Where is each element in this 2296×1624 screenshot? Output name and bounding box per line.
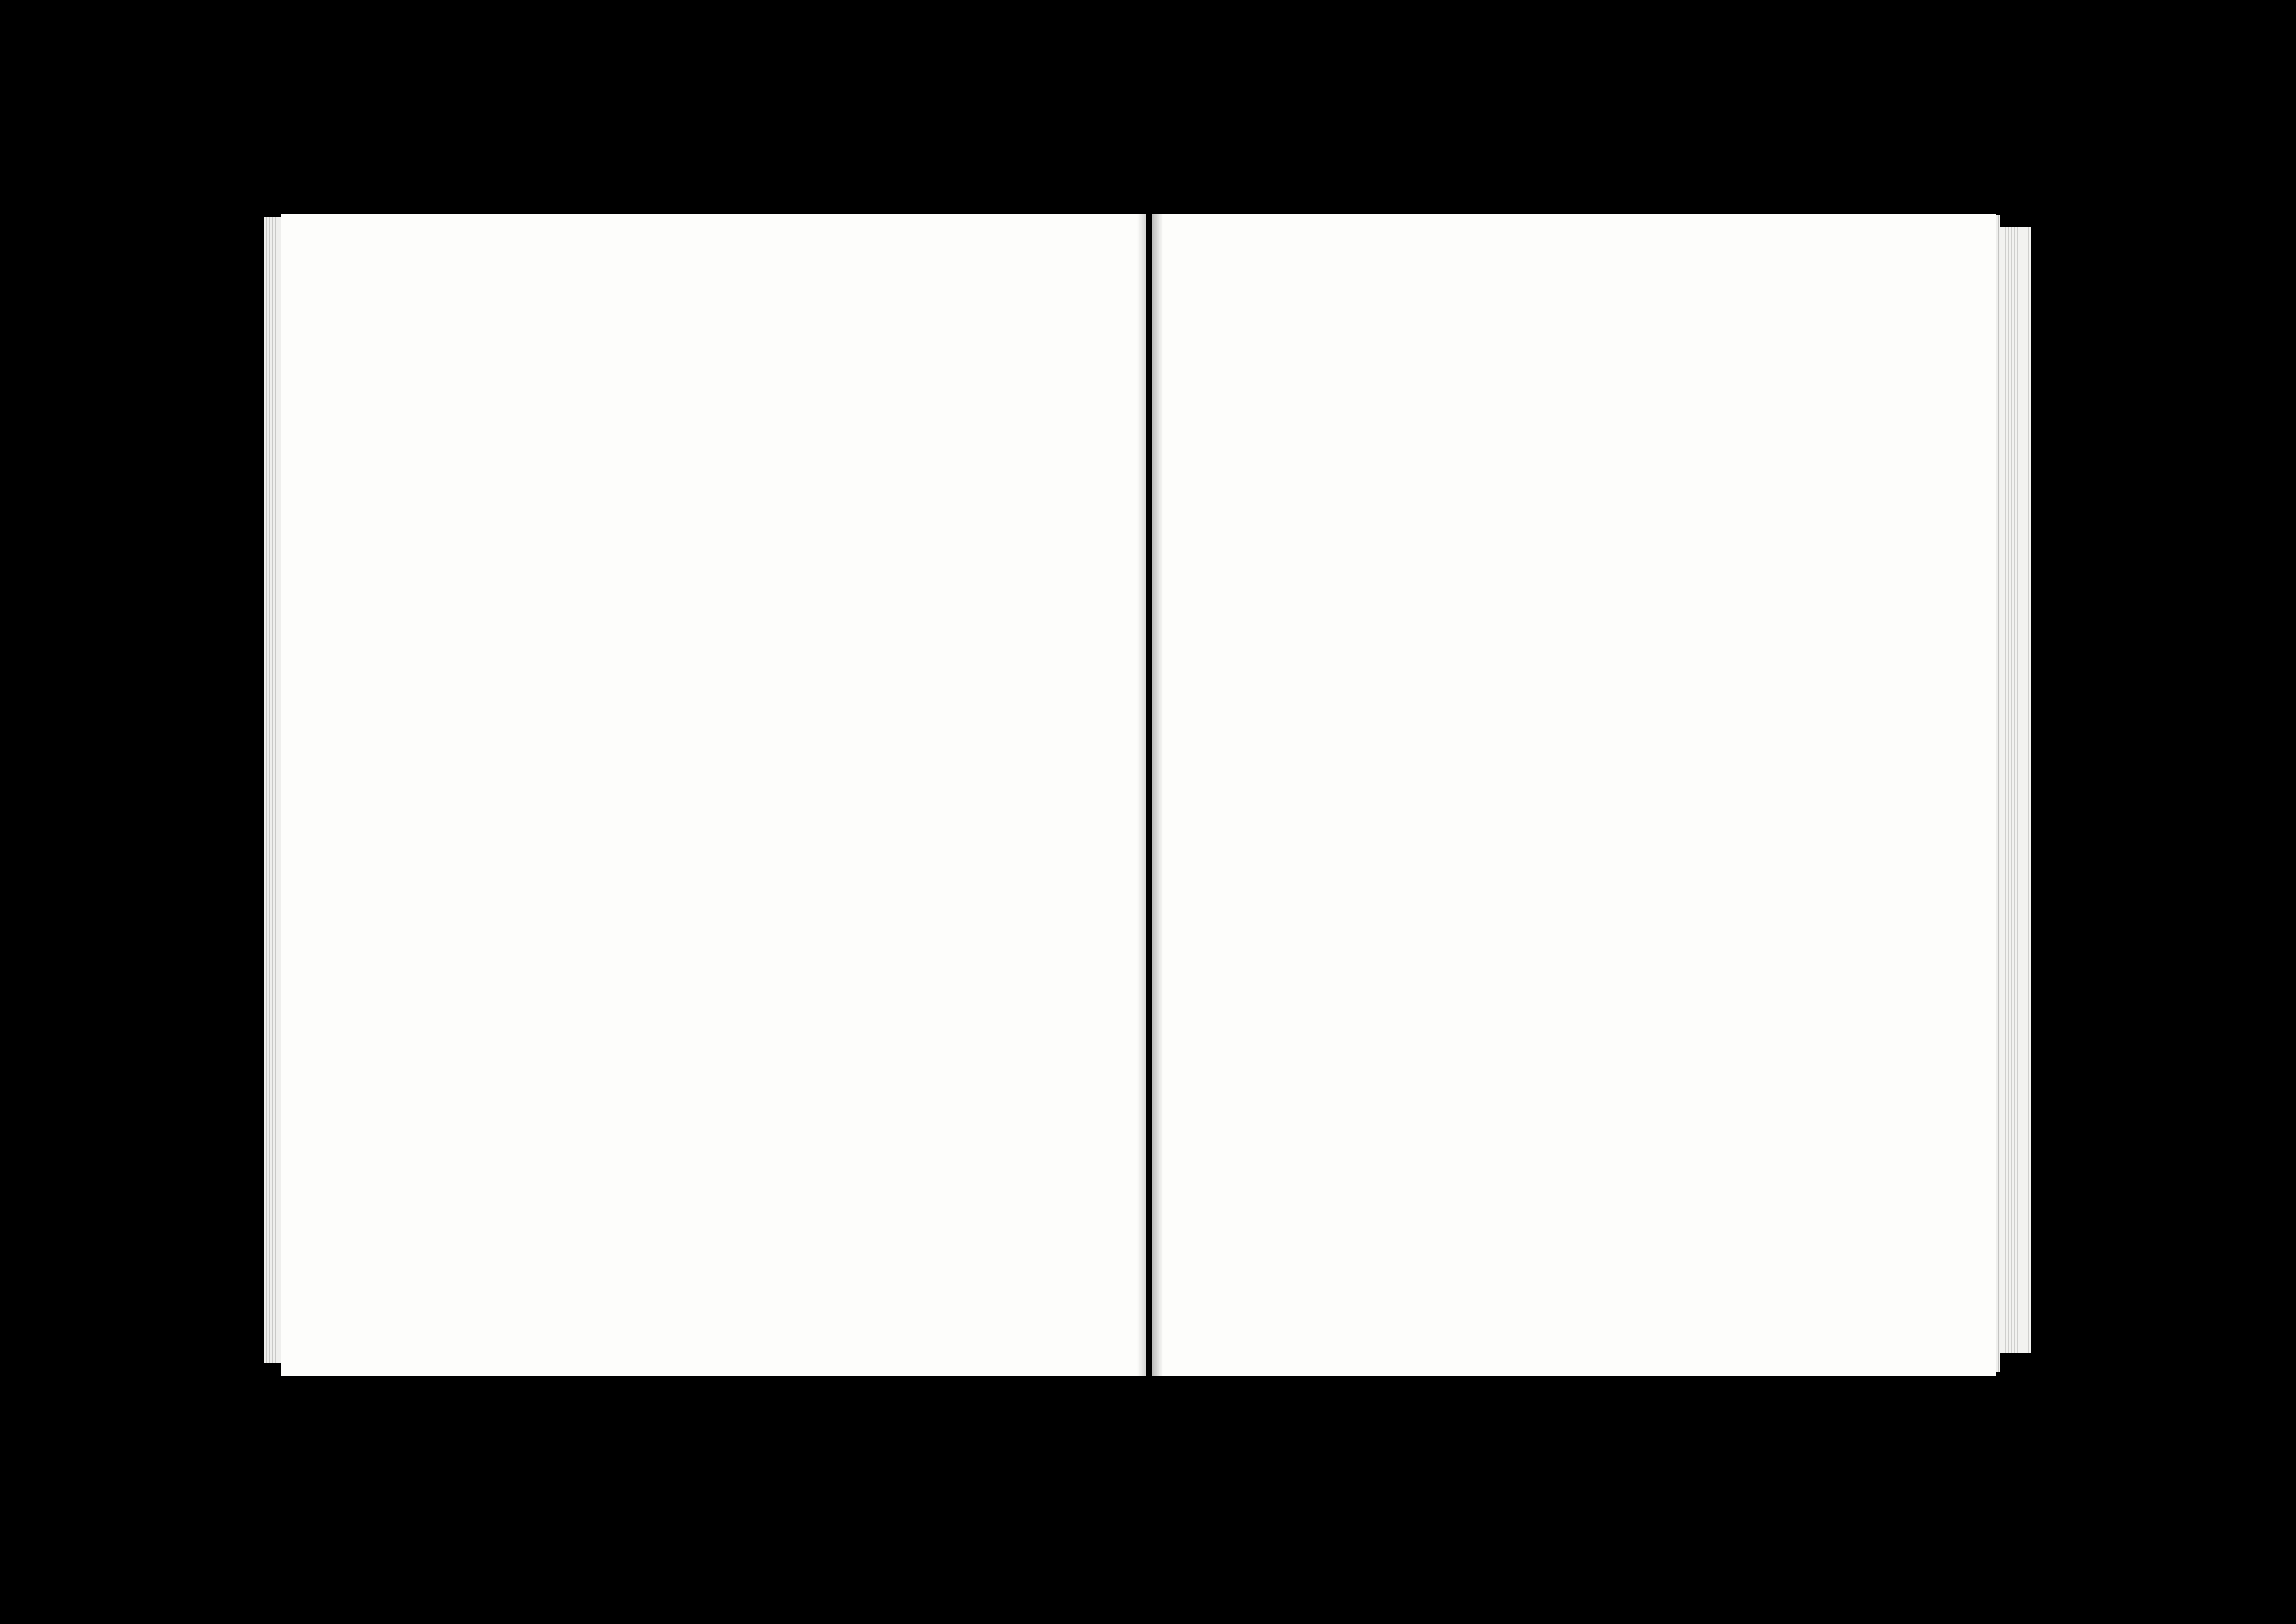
- left-page: [281, 214, 1146, 1376]
- book-gutter: [1137, 214, 1163, 1376]
- right-page: [1152, 214, 1996, 1376]
- contour-figure: [1152, 214, 1996, 1376]
